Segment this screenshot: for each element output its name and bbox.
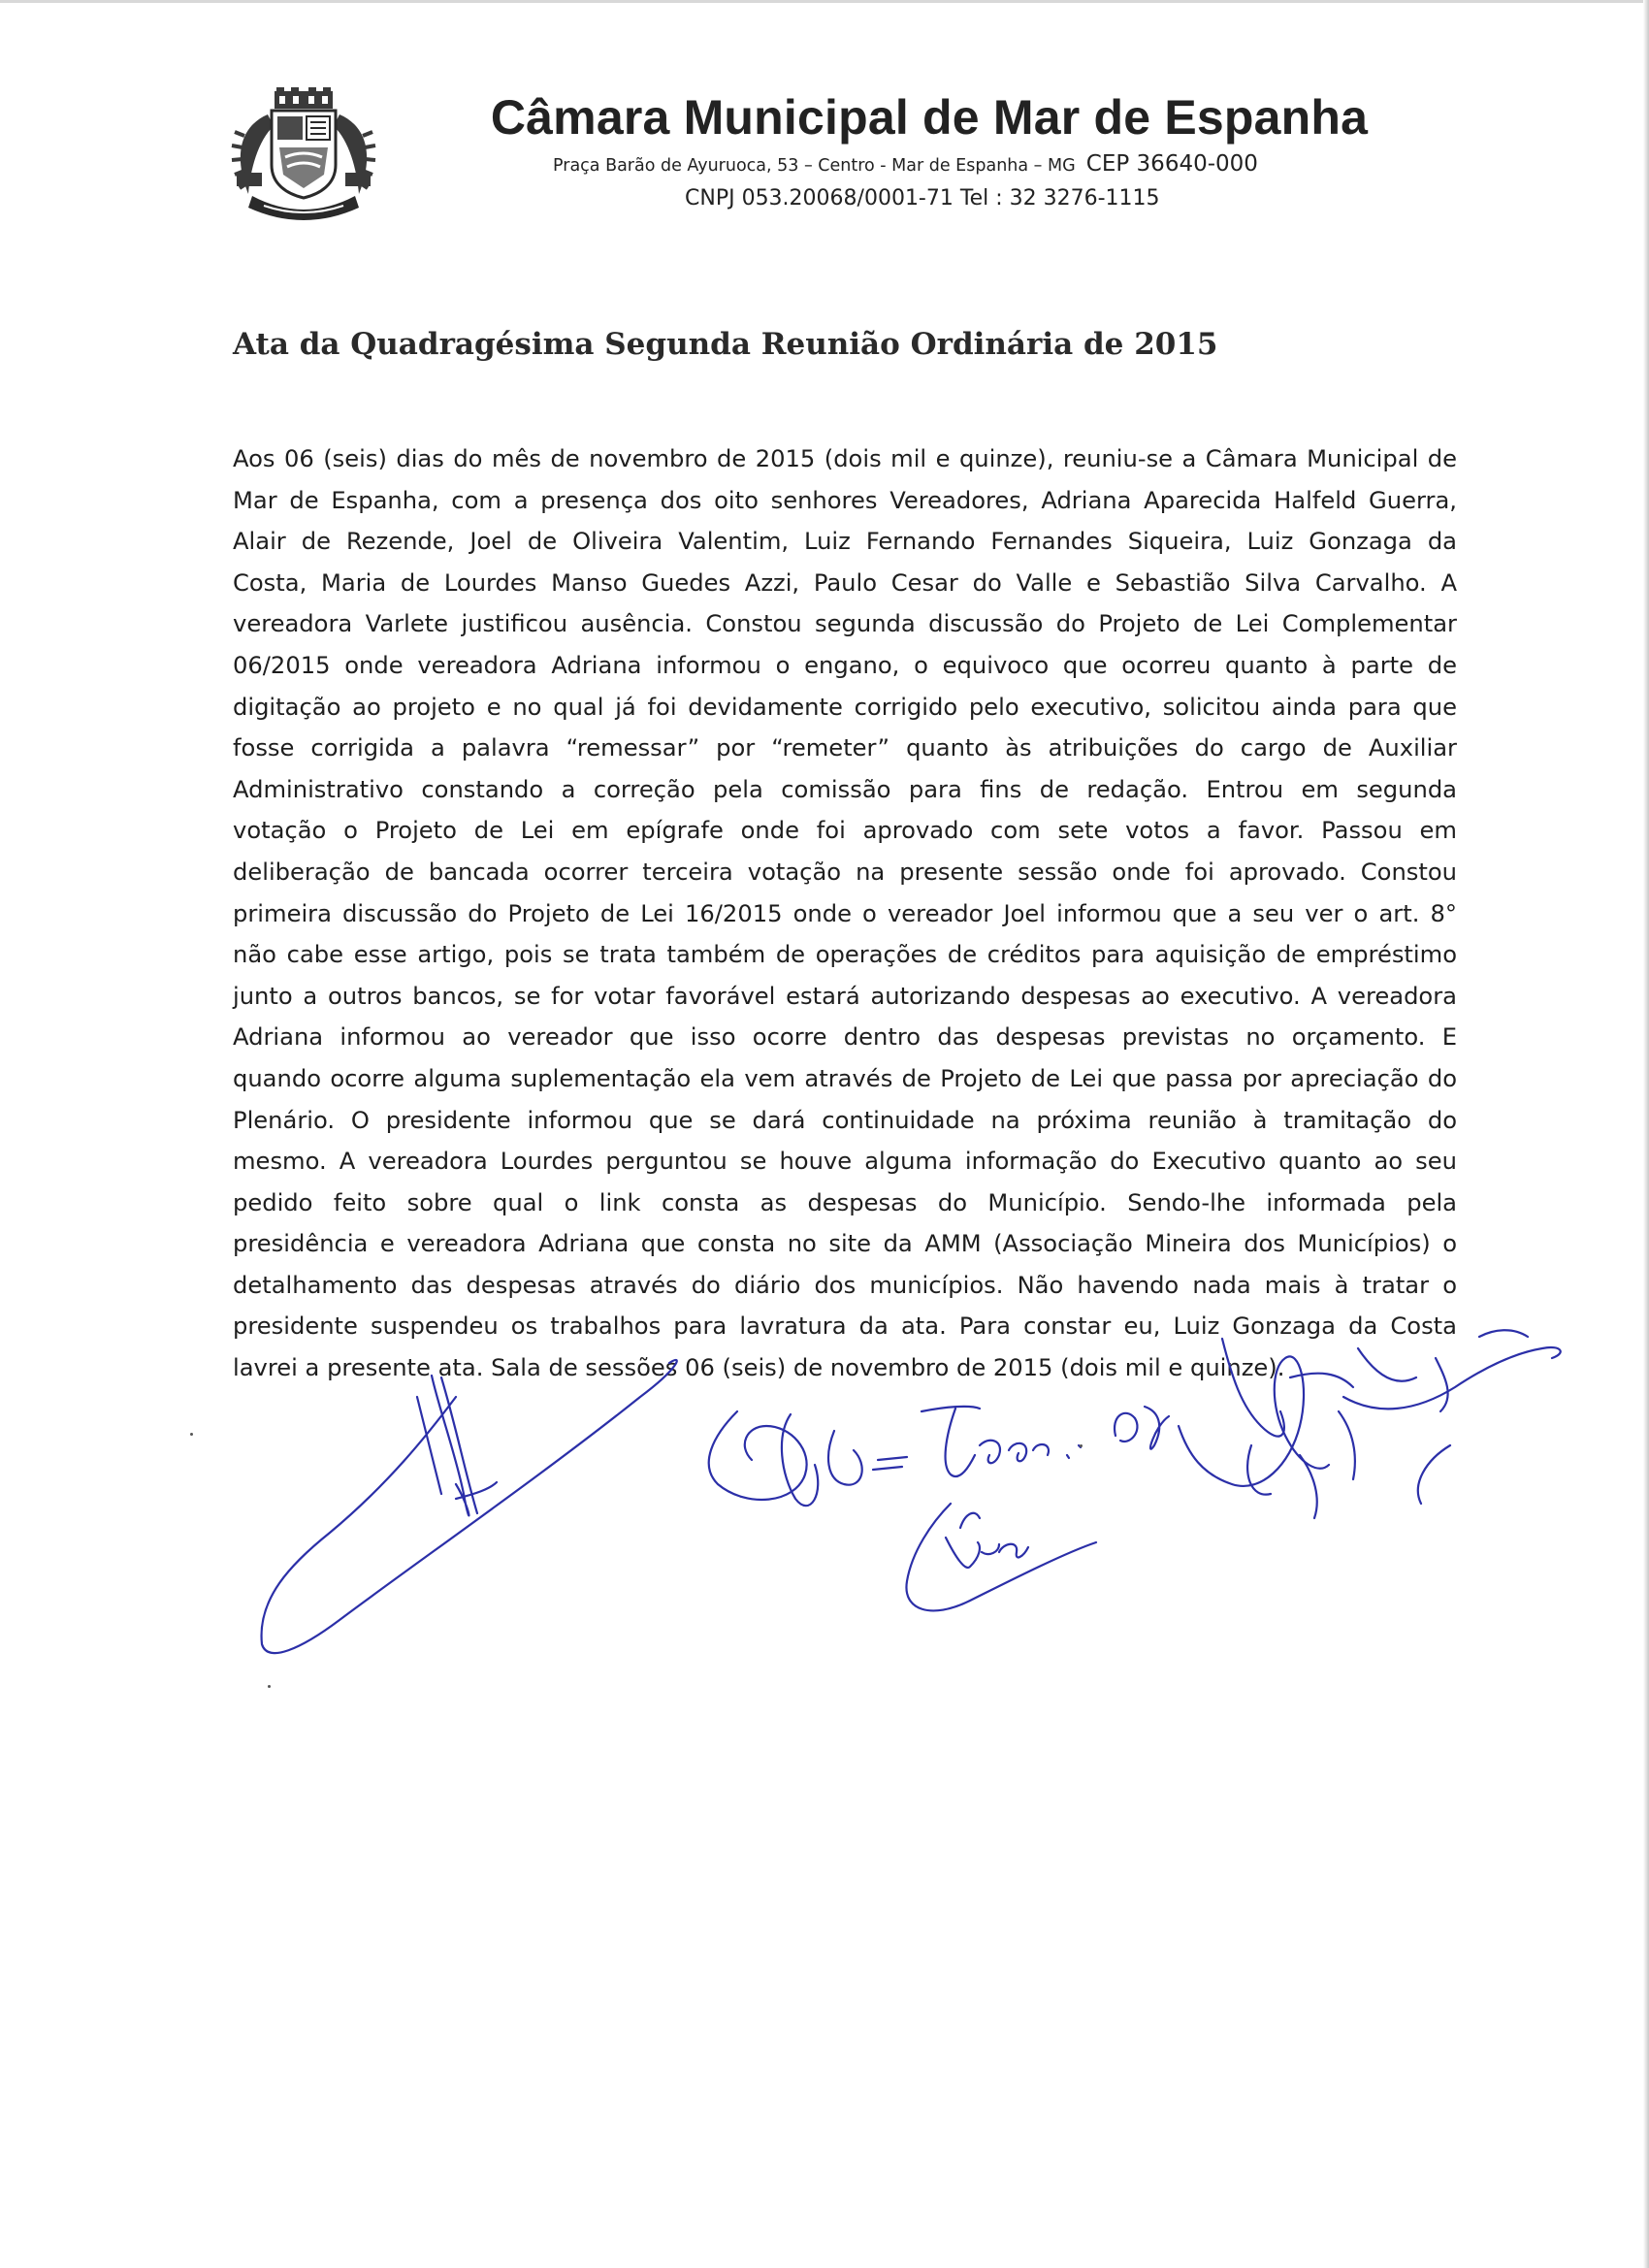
body-line: pedido feito sobre qual o link consta as despesas do Município. Sendo-lhe informada pela <box>233 1188 1457 1216</box>
letterhead <box>231 87 1482 233</box>
scan-edge <box>0 0 1649 3</box>
body-line: votação o Projeto de Lei em epígrafe onde foi aprovado com sete votos a favor. Passou em <box>233 817 1457 845</box>
scan-edge-shadow <box>1643 0 1649 2268</box>
document-title: Ata da Quadragésima Segunda Reunião Ordinária de 2015 <box>233 327 1218 362</box>
body-line: detalhamento das despesas através do diário dos municípios. Não havendo nada mais à tratar o <box>233 1271 1457 1299</box>
body-line: Alair de Rezende, Joel de Oliveira Valentim, Luiz Fernando Fernandes Siqueira, Luiz Gonzaga da <box>233 528 1457 556</box>
cnpj-phone-line: CNPJ 053.20068/0001-71 Tel : 32 3276-1115 <box>685 186 1160 211</box>
body-line: presidente suspendeu os trabalhos para lavratura da ata. Para constar eu, Luiz Gonzaga da Costa <box>233 1312 1457 1341</box>
body-line: deliberação de bancada ocorrer terceira votação na presente sessão onde foi aprovado. Constou <box>233 858 1457 886</box>
organization-name: Câmara Municipal de Mar de Espanha <box>490 90 1369 145</box>
body-line: Aos 06 (seis) dias do mês de novembro de 2015 (dois mil e quinze), reuniu-se a Câmara Municipal de <box>233 445 1457 472</box>
body-line: primeira discussão do Projeto de Lei 16/2015 onde o vereador Joel informou que a seu ver o art. 8° <box>233 899 1457 927</box>
body-line: Plenário. O presidente informou que se dará continuidade na próxima reunião à tramitação do <box>233 1106 1457 1134</box>
minutes-body <box>233 438 1457 1389</box>
body-line: lavrei a presente ata. Sala de sessões 06 (seis) de novembro de 2015 (dois mil e quinze). <box>233 1354 1285 1382</box>
body-line: junto a outros bancos, se for votar favorável estará autorizando despesas ao executivo. A vereadora <box>233 982 1457 1010</box>
body-line: Mar de Espanha, com a presença dos oito senhores Vereadores, Adriana Aparecida Halfeld Guerra, <box>233 486 1457 514</box>
postal-code: CEP 36640-000 <box>1085 151 1258 177</box>
body-line: vereadora Varlete justificou ausência. Constou segunda discussão do Projeto de Lei Complementar <box>233 610 1457 638</box>
scan-speck <box>1080 1444 1083 1447</box>
scan-speck <box>190 1433 193 1436</box>
body-line: Costa, Maria de Lourdes Manso Guedes Azzi, Paulo Cesar do Valle e Sebastião Silva Carvalho. A <box>233 568 1457 597</box>
body-line: digitação ao projeto e no qual já foi devidamente corrigido pelo executivo, solicitou ainda para que <box>233 693 1457 721</box>
body-line: mesmo. A vereadora Lourdes perguntou se houve alguma informação do Executivo quanto ao seu <box>233 1148 1457 1176</box>
address-line <box>553 151 1258 177</box>
body-line: fosse corrigida a palavra “remessar” por “remeter” quanto às atribuições do cargo de Auxiliar <box>233 734 1457 762</box>
body-line: Adriana informou ao vereador que isso ocorre dentro das despesas previstas no orçamento. E <box>233 1023 1457 1052</box>
body-line: presidência e vereadora Adriana que consta no site da AMM (Associação Mineira dos Municípios) o <box>233 1230 1457 1258</box>
body-line: não cabe esse artigo, pois se trata também de operações de créditos para aquisição de empréstimo <box>233 941 1457 969</box>
body-line: quando ocorre alguma suplementação ela vem através de Projeto de Lei que passa por apreciação do <box>233 1064 1457 1092</box>
scan-speck <box>268 1685 271 1688</box>
body-line: Administrativo constando a correção pela comissão para fins de redação. Entrou em segunda <box>233 775 1457 803</box>
address: Praça Barão de Ayuruoca, 53 – Centro - Mar de Espanha – MG <box>553 156 1076 176</box>
body-line: 06/2015 onde vereadora Adriana informou o engano, o equivoco que ocorreu quanto à parte de <box>233 651 1457 679</box>
